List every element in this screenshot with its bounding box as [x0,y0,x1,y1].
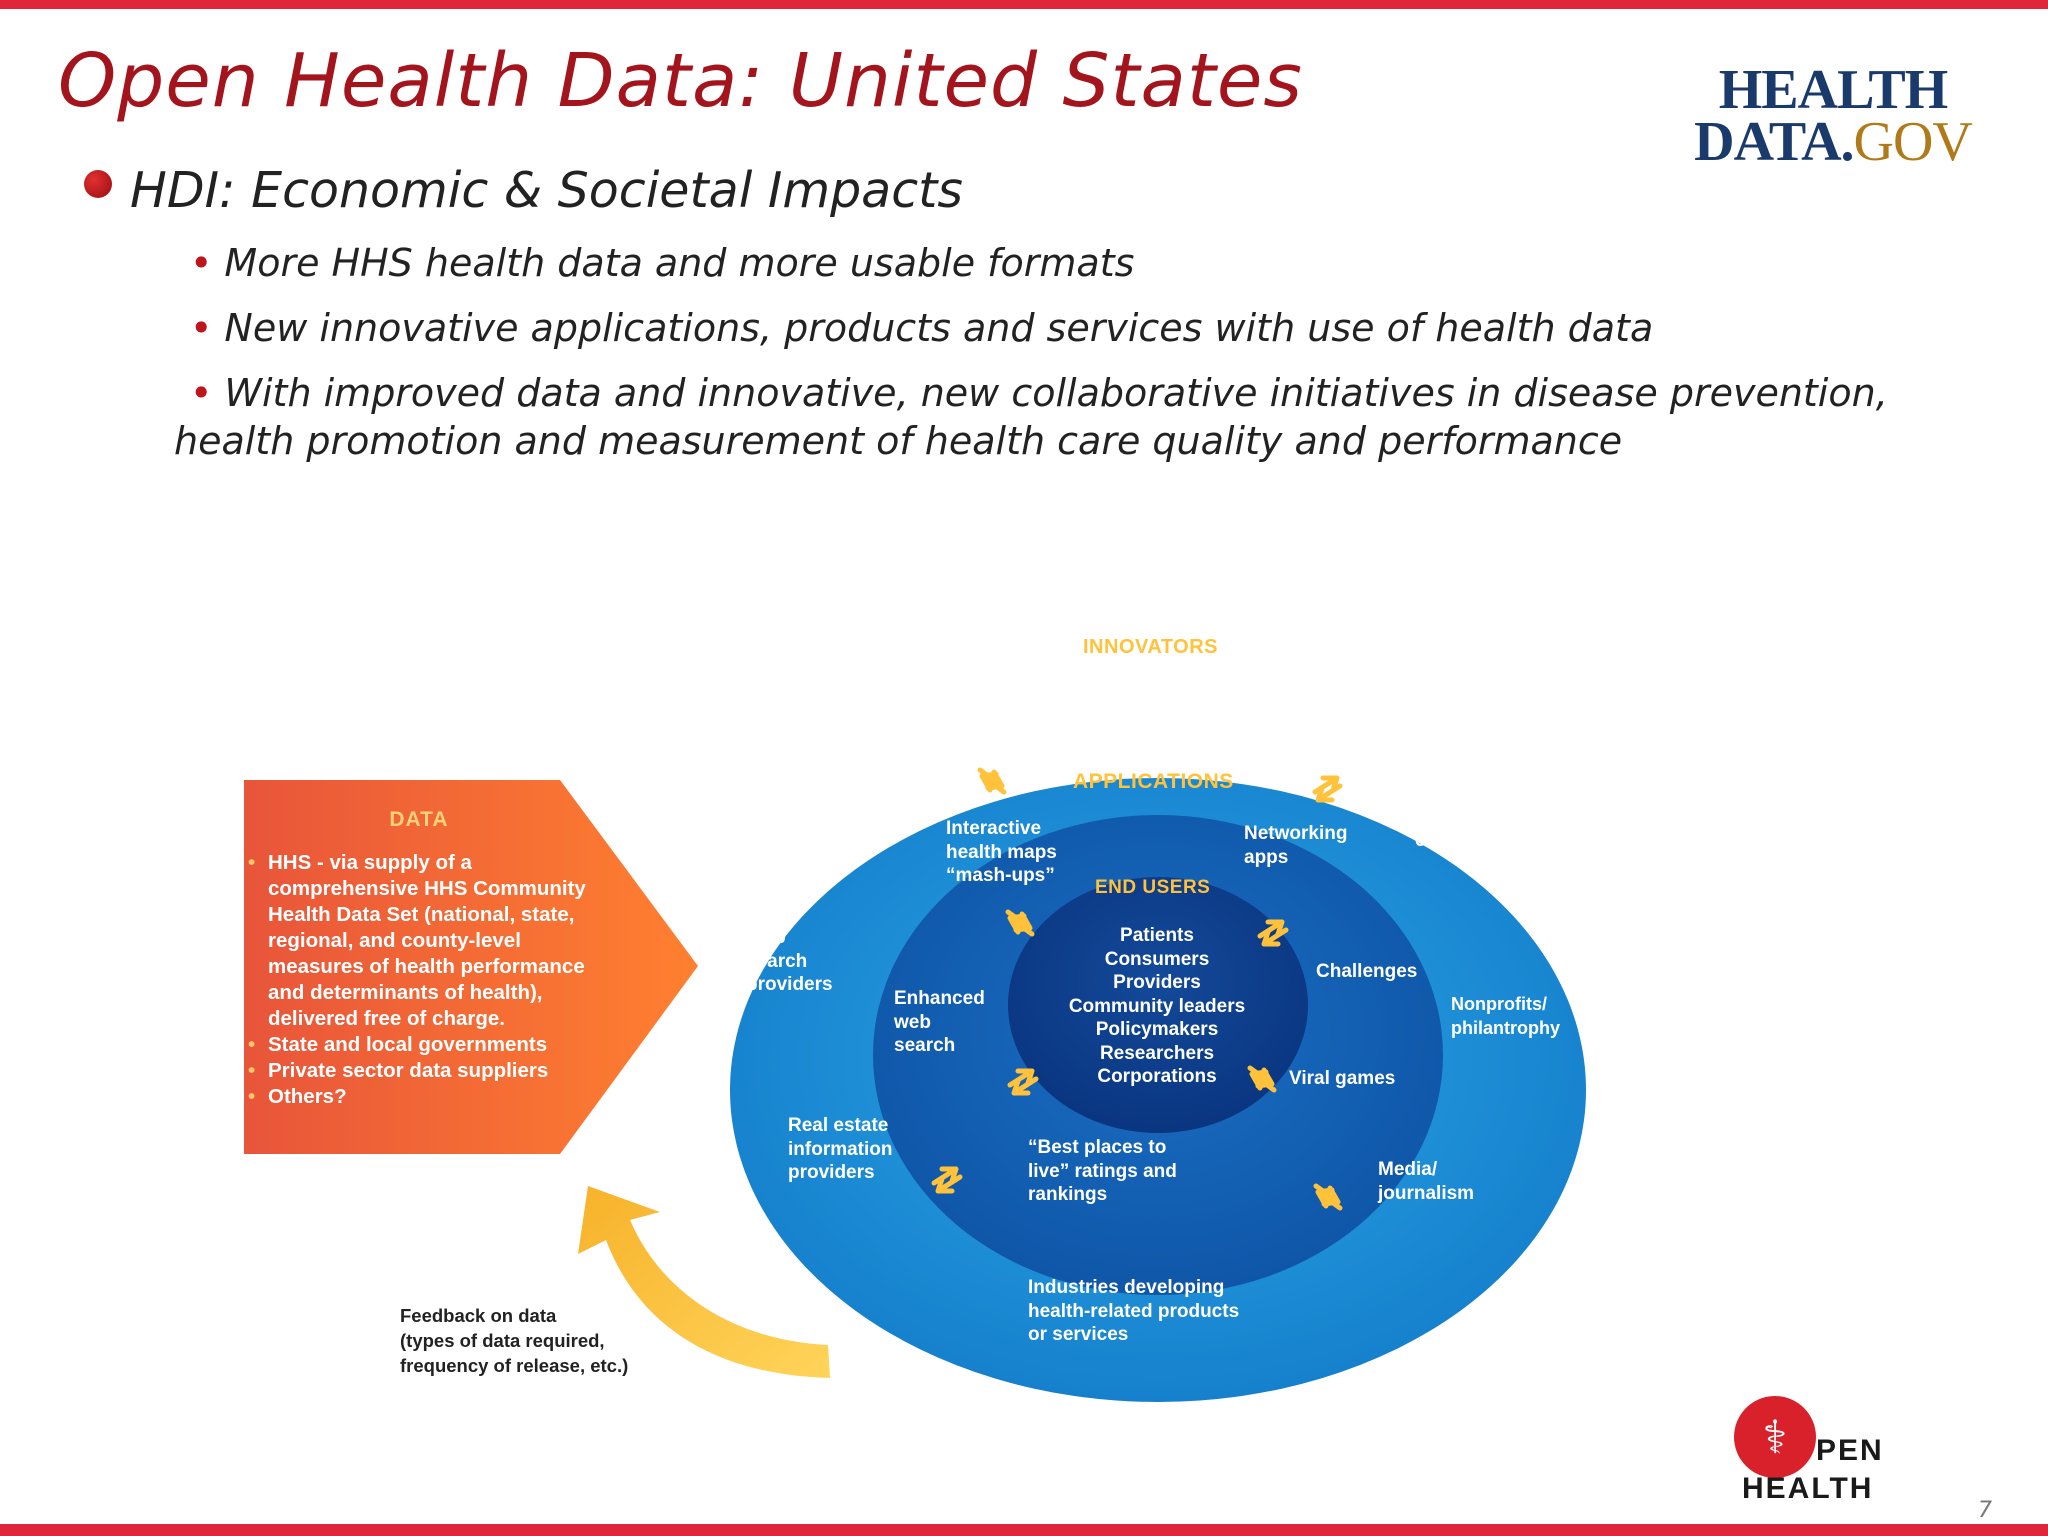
end-users-label: END USERS [1095,877,1211,898]
data-item-others: • Others? [246,1084,666,1110]
exchange-arrow-data-analytics [980,770,1004,792]
node-networking-apps: Networking apps [1244,823,1348,868]
innovators-label: INNOVATORS [1083,636,1219,658]
main-bullet-text: HDI: Economic & Societal Impacts [130,162,963,219]
feedback-line: frequency of release, etc.) [400,1355,629,1376]
end-users-list [1042,924,1272,1089]
end-user-item: Providers [1113,972,1201,993]
data-item-hhs-cont: regional, and county-level [268,929,521,952]
data-item-hhs-cont: comprehensive HHS Community [268,877,586,900]
node-tech-companies: Tech companies [1415,806,1515,851]
data-sources-list [246,850,666,1110]
feedback-label [400,1303,700,1378]
sub-bullet-2: • New innovative applications, products and services with use of health data [190,306,1654,350]
sub-bullet-1: • More HHS health data and more usable formats [190,241,1135,285]
node-challenges: Challenges [1316,961,1418,982]
end-user-item: Policymakers [1095,1019,1219,1040]
data-item-hhs-cont: measures of health performance [268,955,585,978]
data-item-state-local: • State and local governments [246,1032,666,1058]
bottom-accent-bar [0,1524,2048,1536]
slide-title: Open Health Data: United States [58,38,1303,124]
open-health-logo [1734,1396,1904,1508]
data-item-private: • Private sector data suppliers [246,1058,666,1084]
data-item-hhs-cont: and determinants of health), [268,981,543,1004]
sub-bullet-3: • With improved data and innovative, new collaborative initiatives in disease prevention, [190,371,1888,415]
node-web-search: Web search providers [746,927,833,995]
data-item-hhs-cont: delivered free of charge. [268,1007,505,1030]
node-nonprofits: Nonprofits/ philantrophy [1451,994,1560,1038]
end-user-item: Consumers [1104,948,1210,970]
node-social-networking: Social networking providers [1289,678,1391,746]
data-item-hhs: • HHS - via supply of a [246,850,666,876]
node-media: Media/ journalism [1378,1159,1475,1204]
node-enhanced-search: Enhanced web search [894,988,985,1056]
caduceus-icon: ⚕ [1734,1396,1816,1478]
feedback-line: (types of data required, [400,1330,605,1351]
node-best-places: “Best places to live” ratings and rankings [1028,1137,1177,1205]
end-user-item: Researchers [1099,1042,1215,1064]
page-number: 7 [1978,1498,1992,1523]
logo-gov: GOV [1853,111,1972,173]
data-item-hhs-cont: Health Data Set (national, state, [268,903,575,926]
end-user-item: Patients [1120,925,1194,946]
sub-bullet-2-text: New innovative applications, products and services with use of health data [224,306,1654,350]
open-health-pen: PEN [1816,1434,1884,1467]
feedback-line: Feedback on data [400,1305,557,1326]
logo-data: DATA. [1694,111,1854,173]
node-real-estate: Real estate information providers [788,1115,893,1183]
end-user-item: Corporations [1097,1066,1217,1087]
sub-bullet-3-text: With improved data and innovative, new collaborative initiatives in disease prevention, [224,371,1888,415]
logo-line-1: HEALTH [1718,59,1948,121]
node-data-analytics: Data analytics firms [900,691,982,759]
data-title: DATA [389,808,449,831]
exchange-arrow-social [1315,778,1340,800]
open-health-health: HEALTH [1742,1472,1874,1505]
applications-label: APPLICATIONS [1073,770,1234,793]
node-viral-games: Viral games [1289,1068,1396,1089]
sub-bullet-3-continuation: health promotion and measurement of health care quality and performance [174,419,1623,463]
end-user-item: Community leaders [1068,995,1246,1017]
node-industries: Industries developing health-related products or services [1028,1277,1240,1345]
node-health-maps: Interactive health maps “mash-ups” [946,818,1057,886]
sub-bullet-1-text: More HHS health data and more usable formats [224,241,1135,285]
